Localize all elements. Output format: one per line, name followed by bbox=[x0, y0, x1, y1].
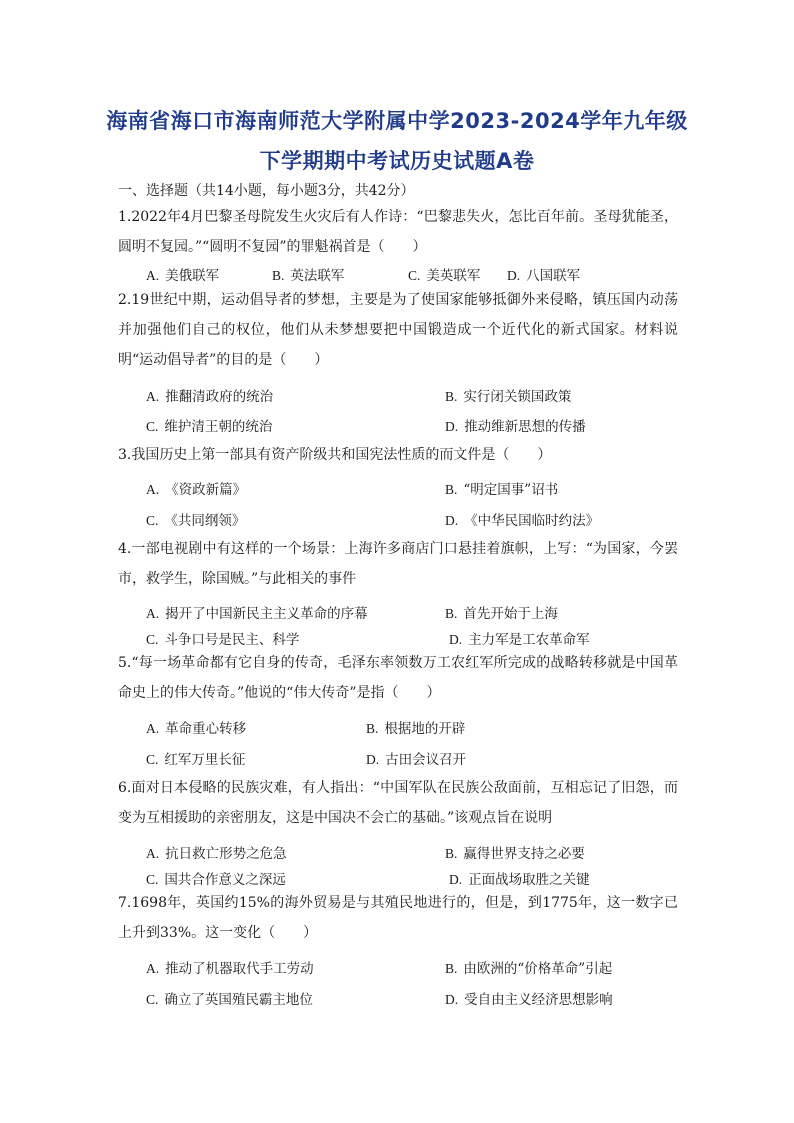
exam-title-line-1: 海南省海口市海南师范大学附属中学2023-2024学年九年级 bbox=[106, 109, 688, 133]
option-c: C. 斗争口号是民主、科学 bbox=[146, 632, 300, 648]
option-a: A. 推翻清政府的统治 bbox=[146, 389, 274, 405]
section-header: 一、选择题（共14小题，每小题3分，共42分） bbox=[118, 183, 415, 199]
option-b: B. 由欧洲的“价格革命”引起 bbox=[445, 961, 613, 977]
question-1 bbox=[118, 202, 678, 262]
question-3 bbox=[118, 440, 678, 470]
question-stem: 4.一部电视剧中有这样的一个场景：上海许多商店门口悬挂着旗帜，上写：“为国家，今罢市，救学生，除国贼。”与此相关的事件 bbox=[118, 541, 678, 587]
option-d: D. 推动维新思想的传播 bbox=[445, 419, 586, 435]
question-stem: 1.2022年4月巴黎圣母院发生火灾后有人作诗：“巴黎悲失火，怎比百年前。圣母犹能圣，圆明不复园。”“圆明不复园”的罪魁祸首是（ ） bbox=[118, 209, 678, 255]
option-c: C. 确立了英国殖民霸主地位 bbox=[146, 992, 313, 1008]
option-b: B. 根据地的开辟 bbox=[366, 721, 466, 737]
option-b: B. 英法联军 bbox=[272, 268, 345, 284]
option-b: B. “明定国事”诏书 bbox=[445, 482, 559, 498]
option-a: A. 革命重心转移 bbox=[146, 721, 247, 737]
question-5 bbox=[118, 648, 678, 708]
option-b: B. 赢得世界支持之必要 bbox=[445, 846, 585, 862]
option-a: A. 《资政新篇》 bbox=[146, 482, 247, 498]
question-7 bbox=[118, 888, 678, 948]
question-6 bbox=[118, 773, 678, 833]
question-4 bbox=[118, 534, 678, 594]
question-stem: 5.“每一场革命都有它自身的传奇，毛泽东率领数万工农红军所完成的战略转移就是中国革命史上的伟大传奇。”他说的“伟大传奇”是指（ ） bbox=[118, 655, 678, 701]
question-stem: 3.我国历史上第一部具有资产阶级共和国宪法性质的而文件是（ ） bbox=[118, 447, 552, 463]
option-a: A. 美俄联军 bbox=[146, 268, 220, 284]
option-d: D. 八国联军 bbox=[507, 268, 581, 284]
option-c: C. 《共同纲领》 bbox=[146, 513, 246, 529]
option-d: D. 主力军是工农革命军 bbox=[449, 632, 590, 648]
option-d: D. 古田会议召开 bbox=[366, 752, 467, 768]
exam-title-line-2: 下学期期中考试历史试题A卷 bbox=[259, 149, 535, 173]
option-c: C. 美英联军 bbox=[408, 268, 481, 284]
option-c: C. 国共合作意义之深远 bbox=[146, 872, 286, 888]
option-d: D. 《中华民国临时约法》 bbox=[445, 513, 600, 529]
option-a: A. 推动了机器取代手工劳动 bbox=[146, 961, 314, 977]
question-stem: 6.面对日本侵略的民族灾难，有人指出：“中国军队在民族公敌面前，互相忘记了旧怨，而变为互相援助的亲密朋友，这是中国决不会亡的基础。”该观点旨在说明 bbox=[118, 780, 678, 826]
question-2 bbox=[118, 285, 678, 375]
option-a: A. 揭开了中国新民主主义革命的序幕 bbox=[146, 606, 368, 622]
option-b: B. 实行闭关锁国政策 bbox=[445, 389, 572, 405]
option-c: C. 维护清王朝的统治 bbox=[146, 419, 273, 435]
question-stem: 7.1698年，英国约15%的海外贸易是与其殖民地进行的，但是，到1775年，这一数字已上升到33%。这一变化（ ） bbox=[118, 895, 678, 941]
option-c: C. 红军万里长征 bbox=[146, 752, 246, 768]
question-stem: 2.19世纪中期，运动倡导者的梦想，主要是为了使国家能够抵御外来侵略，镇压国内动荡并加强他们自己的权位，他们从未梦想要把中国锻造成一个近代化的新式国家。材料说明“运动倡导者”的目的是（ ） bbox=[118, 292, 678, 368]
option-d: D. 受自由主义经济思想影响 bbox=[445, 992, 613, 1008]
option-d: D. 正面战场取胜之关键 bbox=[449, 872, 590, 888]
option-b: B. 首先开始于上海 bbox=[445, 606, 558, 622]
option-a: A. 抗日救亡形势之危急 bbox=[146, 846, 287, 862]
